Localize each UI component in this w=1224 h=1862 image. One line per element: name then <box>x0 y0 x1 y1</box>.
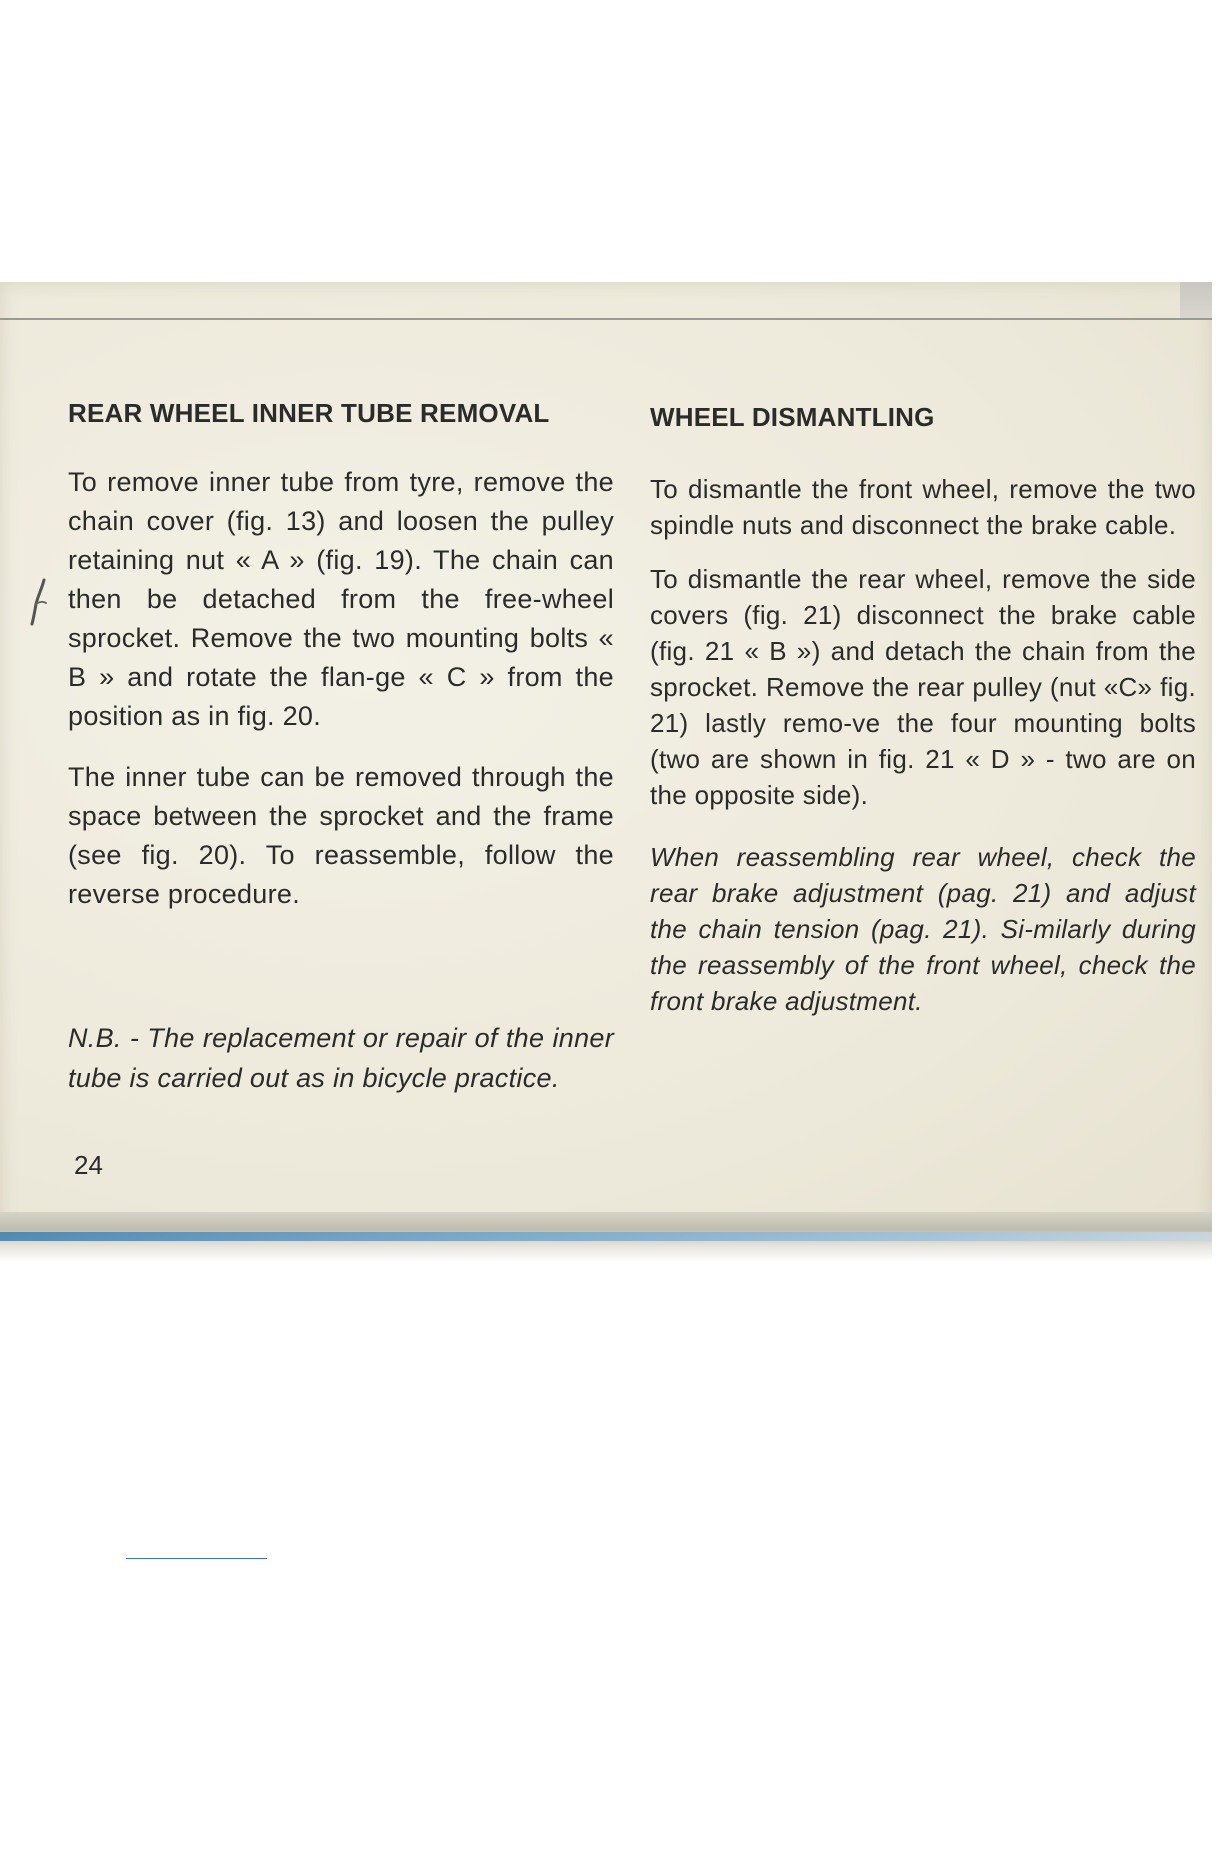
binding-strip <box>0 1232 1212 1241</box>
paragraph-removal-steps: To remove inner tube from tyre, remove the chain cover (fig. 13) and loosen the pulley retaining nut « A » (fig. 19). The chain can then be detached from the free-wheel sprocket. Remove the two mounting bolts « B » and rotate the flan-ge « C » from the position as in fig. 20. <box>68 467 614 731</box>
paragraph-rear-wheel: To dismantle the rear wheel, remove the side covers (fig. 21) disconnect the brake cable (fig. 21 « B ») and detach the chain from the sprocket. Remove the rear pulley (nut «C» fig. 21) lastly remo-ve the four mounting bolts (two are shown in fig. 21 « D » - two are on the opposite side). <box>650 564 1196 810</box>
page-number: 24 <box>74 1150 103 1180</box>
pencil-mark-icon <box>28 578 52 628</box>
stray-scan-line <box>126 1558 267 1559</box>
section-heading-rear-wheel: REAR WHEEL INNER TUBE REMOVAL <box>68 398 550 428</box>
page-top-edge <box>0 318 1212 320</box>
note-nb: N.B. - The replacement or repair of the inner tube is carried out as in bicycle practice. <box>68 1023 614 1093</box>
section-heading-wheel-dismantling: WHEEL DISMANTLING <box>650 402 935 432</box>
paragraph-inner-tube: The inner tube can be removed through the space between the sprocket and the frame (see fig. 20). To reassemble, follow the reverse procedure. <box>68 762 614 909</box>
page-corner-shadow <box>1180 282 1212 318</box>
left-column <box>68 398 614 936</box>
paragraph-front-wheel: To dismantle the front wheel, remove the two spindle nuts and disconnect the brake cable. <box>650 474 1196 540</box>
right-column <box>650 402 1196 1037</box>
note-reassembly: When reassembling rear wheel, check the rear brake adjustment (pag. 21) and adjust the chain tension (pag. 21). Si-milarly during the reassembly of the front wheel, check the front brake adjustment. <box>650 842 1196 1016</box>
